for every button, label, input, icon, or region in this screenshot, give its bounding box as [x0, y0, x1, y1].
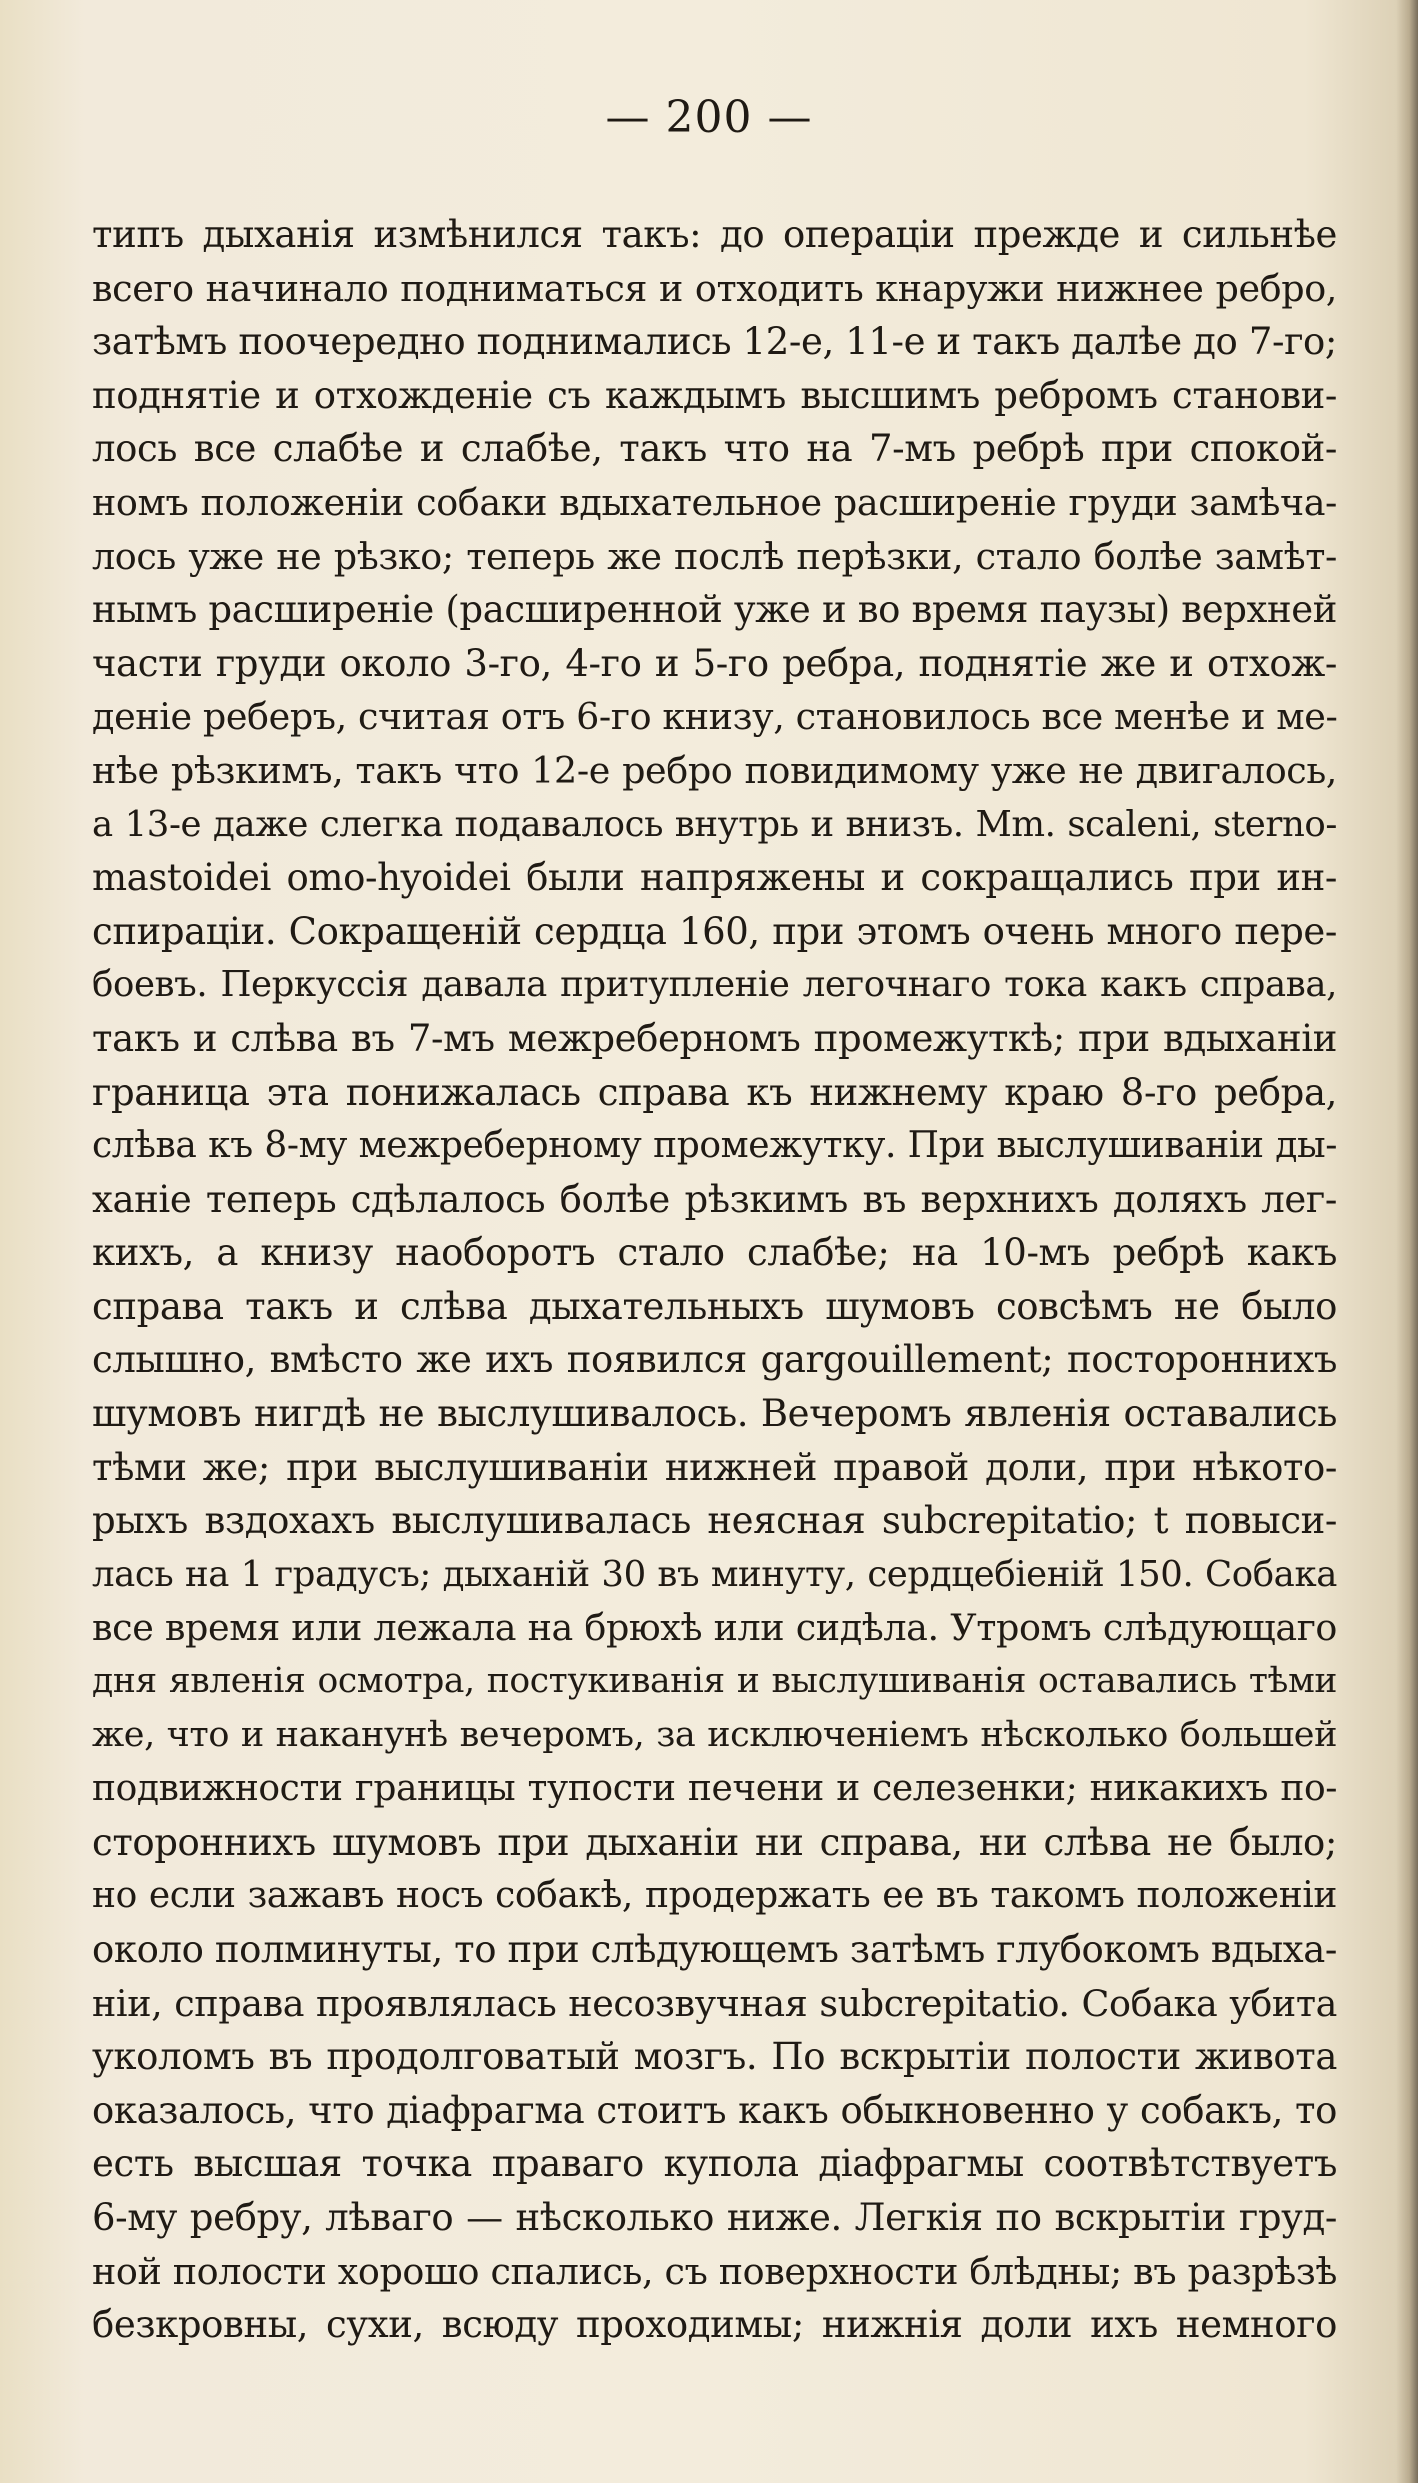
text-line: оказалось, что діафрагма стоитъ какъ обыкновенно у собакъ, то — [92, 2088, 1337, 2132]
text-line: mastoidei omo-hyoidei были напряжены и сокращались при ин- — [92, 856, 1337, 900]
text-line: спираціи. Сокращеній сердца 160, при этомъ очень много пере- — [92, 909, 1337, 953]
text-line: кихъ, а книзу наоборотъ стало слабѣе; на 10-мъ ребрѣ какъ — [92, 1231, 1337, 1275]
text-line: деніе реберъ, считая отъ 6-го книзу, становилось все менѣе и ме- — [92, 695, 1338, 739]
text-line: слѣва къ 8-му межреберному промежутку. При выслушиваніи ды- — [92, 1125, 1337, 1167]
text-line: граница эта понижалась справа къ нижнему краю 8-го ребра, — [92, 1070, 1337, 1114]
text-line: части груди около 3-го, 4-го и 5-го ребра, поднятіе же и отхож- — [92, 641, 1337, 685]
text-line: безкровны, сухи, всюду проходимы; нижнія доли ихъ немного — [92, 2303, 1337, 2347]
text-line: лось уже не рѣзко; теперь же послѣ перѣзки, стало болѣе замѣт- — [92, 534, 1337, 578]
text-line: поднятіе и отхожденіе съ каждымъ высшимъ ребромъ станови- — [92, 373, 1337, 417]
text-line: дня явленія осмотра, постукиванія и выслушиванія оставались тѣми — [92, 1661, 1337, 1702]
text-line: ной полости хорошо спались, съ поверхности блѣдны; въ разрѣзѣ — [92, 2249, 1337, 2293]
page-edge-shadow — [1396, 0, 1418, 2483]
text-line: лось все слабѣе и слабѣе, такъ что на 7-мъ ребрѣ при спокой- — [92, 427, 1337, 471]
text-line: ніи, справа проявлялась несозвучная subcrepitatio. Собака убита — [92, 1981, 1337, 2025]
text-line: шумовъ нигдѣ не выслушивалось. Вечеромъ явленія оставались — [92, 1392, 1337, 1436]
text-line: а 13-е даже слегка подавалось внутрь и внизъ. Mm. scaleni, sterno- — [92, 803, 1337, 845]
text-line: номъ положеніи собаки вдыхательное расширеніе груди замѣча- — [92, 480, 1337, 524]
text-line: же, что и наканунѣ вечеромъ, за исключеніемъ нѣсколько большей — [92, 1714, 1337, 1755]
text-line: 6-му ребру, лѣваго — нѣсколько ниже. Легкія по вскрытіи груд- — [92, 2195, 1337, 2239]
text-line: все время или лежала на брюхѣ или сидѣла. Утромъ слѣдующаго — [92, 1606, 1337, 1650]
text-line: такъ и слѣва въ 7-мъ межреберномъ промежуткѣ; при вдыханіи — [92, 1016, 1337, 1060]
text-line: ханіе теперь сдѣлалось болѣе рѣзкимъ въ верхнихъ доляхъ лег- — [92, 1177, 1337, 1221]
text-line: слышно, вмѣсто же ихъ появился gargouillement; постороннихъ — [92, 1338, 1337, 1382]
page-number: — 200 — — [605, 92, 813, 143]
text-line: но если зажавъ носъ собакѣ, продержать ее въ такомъ положеніи — [92, 1875, 1337, 1917]
text-line: типъ дыханія измѣнился такъ: до операціи прежде и сильнѣе — [92, 213, 1337, 256]
text-line: всего начинало подниматься и отходить кнаружи нижнее ребро, — [92, 266, 1337, 310]
text-line: рыхъ вздохахъ выслушивалась неясная subcrepitatio; t повыси- — [92, 1499, 1337, 1543]
text-line: стороннихъ шумовъ при дыханіи ни справа, ни слѣва не было; — [92, 1820, 1337, 1864]
text-line: тѣми же; при выслушиваніи нижней правой доли, при нѣкото- — [92, 1445, 1337, 1489]
text-line: нымъ расширеніе (расширенной уже и во время паузы) верхней — [92, 588, 1337, 632]
text-line: подвижности границы тупости печени и селезенки; никакихъ по- — [92, 1768, 1337, 1810]
text-line: справа такъ и слѣва дыхательныхъ шумовъ совсѣмъ не было — [92, 1284, 1337, 1328]
text-line: уколомъ въ продолговатый мозгъ. По вскрытіи полости живота — [92, 2035, 1337, 2079]
text-line: есть высшая точка праваго купола діафрагмы соотвѣтствуетъ — [92, 2142, 1337, 2186]
text-line: нѣе рѣзкимъ, такъ что 12-е ребро повидимому уже не двигалось, — [92, 748, 1337, 792]
text-line: затѣмъ поочередно поднимались 12-е, 11-е и такъ далѣе до 7-го; — [92, 320, 1337, 364]
body-text — [92, 208, 1337, 2352]
text-line: лась на 1 градусъ; дыханій 30 въ минуту, сердцебіеній 150. Собака — [92, 1553, 1337, 1595]
text-line: боевъ. Перкуссія давала притупленіе легочнаго тока какъ справа, — [92, 964, 1337, 1006]
text-line: около полминуты, то при слѣдующемъ затѣмъ глубокомъ вдыха- — [92, 1928, 1338, 1971]
